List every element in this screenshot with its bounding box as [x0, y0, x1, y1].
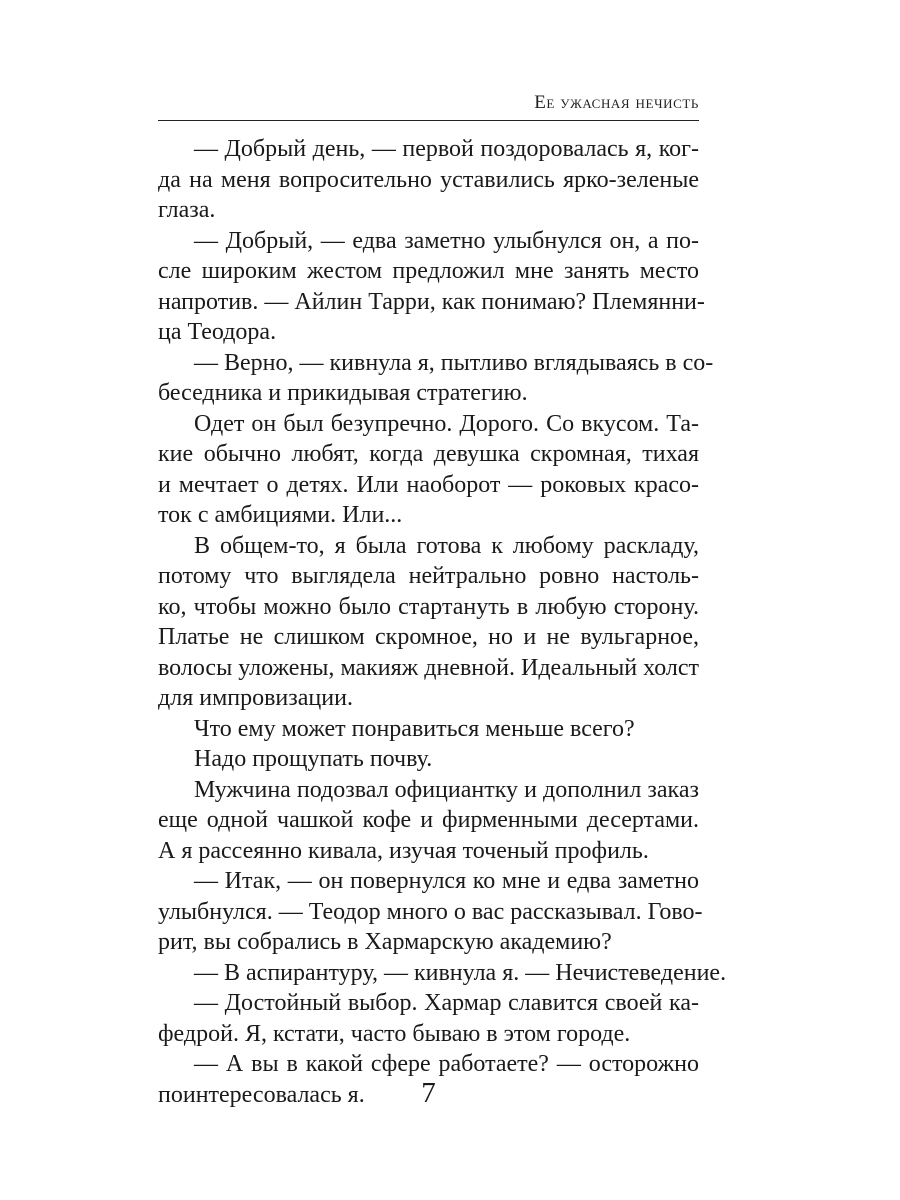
- running-head-title: Ее ужасная нечисть: [534, 92, 699, 113]
- text-line: кие обычно любят, когда девушка скромная, тихая: [158, 441, 699, 467]
- text-line: — Достойный выбор. Хармар славится своей ка-: [194, 990, 699, 1016]
- text-line: волосы уложены, макияж дневной. Идеальный холст: [158, 654, 699, 681]
- text-line: ток с амбициями. Или...: [158, 502, 403, 528]
- text-line: ца Теодора.: [158, 319, 277, 345]
- header-divider: [158, 120, 699, 121]
- text-line: — Добрый, — едва заметно улыбнулся он, а по-: [194, 227, 699, 254]
- page-number: 7: [421, 1077, 436, 1109]
- text-line: Надо прощупать почву.: [194, 746, 433, 772]
- text-line: — Добрый день, — первой поздоровалась я, ког-: [194, 136, 699, 162]
- text-line: напротив. — Айлин Тарри, как понимаю? Племянни-: [158, 288, 705, 315]
- text-line: сле широким жестом предложил мне занять место: [158, 258, 699, 284]
- text-line: ко, чтобы можно было стартануть в любую сторону.: [158, 593, 699, 620]
- text-line: поинтересовалась я.: [158, 1081, 365, 1108]
- text-line: улыбнулся. — Теодор много о вас рассказывал. Гово-: [158, 898, 703, 925]
- body-text: [158, 134, 727, 1110]
- text-line: — А вы в какой сфере работаете? — осторожно: [194, 1051, 699, 1077]
- text-line: и мечтает о детях. Или наоборот — роковых красо-: [158, 471, 699, 498]
- text-line: Одет он был безупречно. Дорого. Со вкусом. Та-: [194, 410, 699, 437]
- text-line: беседника и прикидывая стратегию.: [158, 380, 528, 406]
- text-line: Мужчина подозвал официантку и дополнил заказ: [194, 776, 699, 803]
- text-line: В общем-то, я была готова к любому раскладу,: [194, 532, 699, 559]
- text-line: Платье не слишком скромное, но и не вульгарное,: [158, 624, 699, 650]
- text-line: потому что выглядела нейтрально ровно настоль-: [158, 563, 699, 589]
- text-line: для импровизации.: [158, 685, 353, 711]
- text-line: федрой. Я, кстати, часто бываю в этом городе.: [158, 1020, 631, 1047]
- text-line: да на меня вопросительно уставились ярко-зеленые: [158, 166, 699, 193]
- text-line: — Верно, — кивнула я, пытливо вглядываясь в со-: [194, 349, 714, 376]
- text-line: еще одной чашкой кофе и фирменными десертами.: [158, 807, 699, 833]
- text-line: глаза.: [158, 197, 216, 223]
- text-line: А я рассеянно кивала, изучая точеный профиль.: [158, 837, 649, 864]
- text-line: рит, вы собрались в Хармарскую академию?: [158, 929, 612, 955]
- text-line: — В аспирантуру, — кивнула я. — Нечистеведение.: [194, 959, 727, 986]
- text-line: Что ему может понравиться меньше всего?: [194, 715, 635, 742]
- text-line: — Итак, — он повернулся ко мне и едва заметно: [194, 868, 699, 894]
